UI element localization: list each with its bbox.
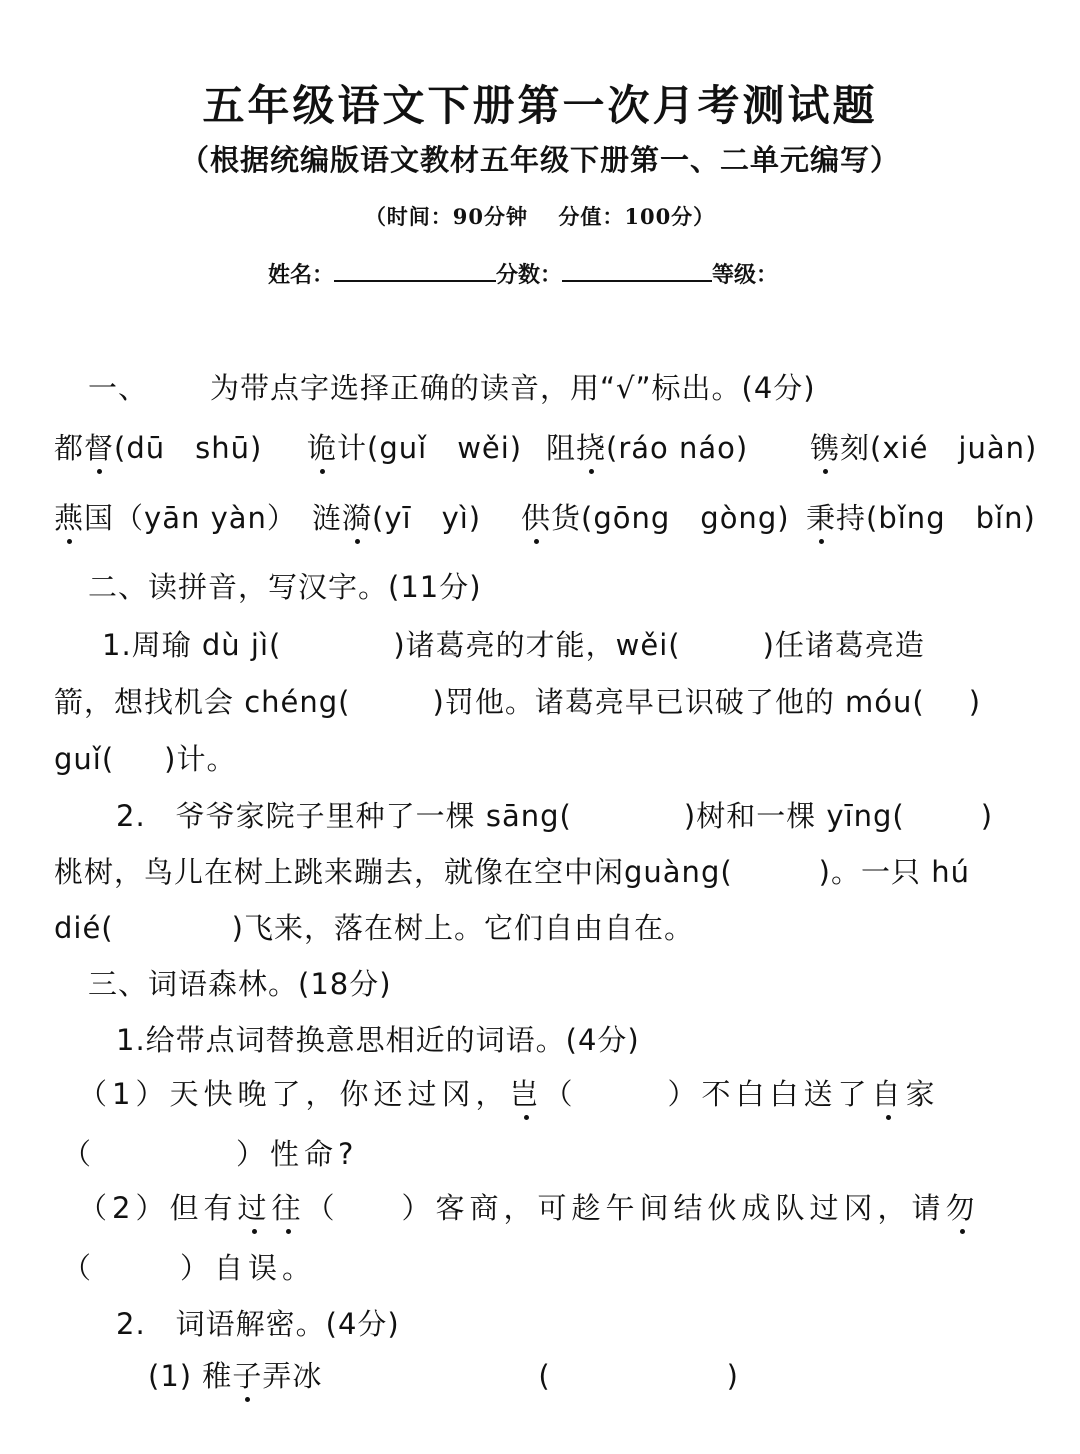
- section1-instruction: 为带点字选择正确的读音，用“√”标出。(4分): [210, 371, 816, 405]
- pinyin-choice[interactable]: (dū shū): [114, 431, 263, 465]
- s1-item-juanke: 镌刻(xié juàn): [810, 428, 1037, 468]
- s2-q1-line2: 箭，想找机会 chéng( )罚他。诸葛亮早已识破了他的 móu( ): [54, 685, 982, 719]
- section3-heading: 三、词语森林。(18分): [88, 967, 392, 1001]
- s1-item-bingchi: 秉持(bǐng bǐn): [806, 498, 1036, 538]
- exam-meta: （时间：90分钟 分值：100分）: [364, 204, 716, 229]
- s3-sub1-q1-line1: （1）天快晚了，你还过冈，岂（ ）不白白送了自家: [78, 1074, 940, 1114]
- s1-item-dudu: 都督(dū shū): [54, 428, 262, 468]
- section2-heading: 二、读拼音，写汉字。(11分): [88, 570, 482, 604]
- s2-q1-line3: guǐ( )计。: [54, 742, 237, 776]
- s1-item-lianyi: 涟漪(yī yì): [312, 498, 481, 538]
- score-blank[interactable]: [562, 258, 712, 282]
- page-title: 五年级语文下册第一次月考测试题: [202, 81, 878, 130]
- pinyin-choice[interactable]: (gōng gòng): [581, 501, 790, 535]
- s1-item-yanguo: 燕国（yān yàn）: [54, 498, 297, 538]
- s1-item-guiji: 诡计(guǐ wěi): [307, 428, 522, 468]
- s2-q2-line1: 2. 爷爷家院子里种了一棵 sāng( )树和一棵 yīng( ): [116, 799, 994, 833]
- s3-sub1-heading: 1.给带点词替换意思相近的词语。(4分): [116, 1023, 640, 1057]
- s3-sub1-q2-line2: （ ）自误。: [62, 1251, 317, 1285]
- s1-item-zunao: 阻挠(ráo náo): [546, 428, 748, 468]
- s2-q1-line1: 1.周瑜 dù jì( )诸葛亮的才能，wěi( )任诸葛亮造: [102, 628, 925, 662]
- score-label: 分数：: [496, 262, 563, 288]
- s3-sub2-heading: 2. 词语解密。(4分): [116, 1307, 400, 1341]
- s1-item-gonghuo: 供货(gōng gòng): [521, 498, 790, 538]
- section1-heading: [88, 368, 816, 408]
- pinyin-choice[interactable]: （yān yàn）: [114, 501, 297, 535]
- page-subtitle: （根据统编版语文教材五年级下册第一、二单元编写）: [179, 143, 900, 177]
- s2-q2-line3: dié( )飞来，落在树上。它们自由自在。: [54, 911, 694, 945]
- grade-label: 等级：: [712, 262, 779, 288]
- s3-sub1-q2-line1: （2）但有过往（ ）客商，可趁午间结伙成队过冈，请勿: [78, 1188, 980, 1228]
- student-info-bar: [268, 258, 778, 291]
- s2-q2-line2: 桃树，鸟儿在树上跳来蹦去，就像在空中闲guàng( )。一只 hú: [54, 855, 970, 889]
- pinyin-choice[interactable]: (xié juàn): [870, 431, 1038, 465]
- pinyin-choice[interactable]: (bǐng bǐn): [866, 501, 1036, 535]
- s3-sub1-q1-line2: （ ）性命?: [62, 1137, 359, 1171]
- pinyin-choice[interactable]: (guǐ wěi): [367, 431, 523, 465]
- section1-number: 一、: [88, 371, 149, 405]
- pinyin-choice[interactable]: (ráo náo): [606, 431, 749, 465]
- name-blank[interactable]: [334, 258, 496, 282]
- s3-sub2-q1: (1) 稚子弄冰 ( ): [148, 1356, 739, 1396]
- name-label: 姓名：: [268, 262, 335, 288]
- pinyin-choice[interactable]: (yī yì): [372, 501, 482, 535]
